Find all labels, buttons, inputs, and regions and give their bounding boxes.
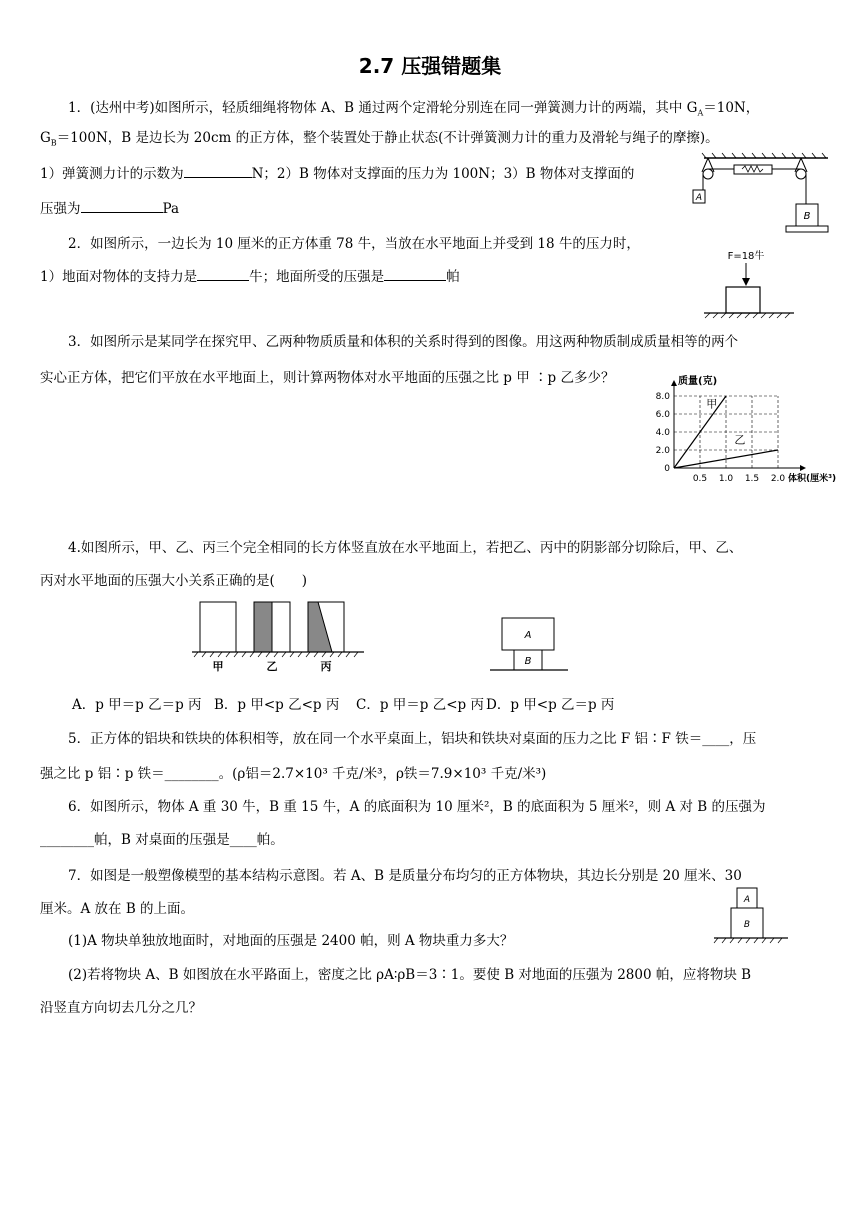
q1-line-4 (40, 197, 179, 217)
q1-text-end: ＝10N， (703, 100, 760, 116)
q7-fig-label-b: B (743, 920, 751, 930)
q1-line-2 (40, 126, 719, 148)
q7-line-5: 沿竖直方向切去几分之几？ (40, 1000, 202, 1016)
q4-line-2: 丙对水平地面的压强大小关系正确的是( ) (40, 573, 308, 589)
y-axis-arrow (671, 380, 677, 386)
q6-fig-label-a: A (524, 630, 532, 641)
q7-fig-label-a: A (743, 895, 751, 905)
q4-label-yi: 乙 (266, 660, 278, 673)
q5-line-1: 5．正方体的铝块和铁块的体积相等，放在同一个水平桌面上，铝块和铁块对桌面的压力之比 F 铝∶F 铁＝____，压 (68, 731, 757, 747)
q6-stacked-blocks-figure (488, 614, 570, 676)
q2-answer-blank-2[interactable] (384, 268, 446, 281)
page-title: 2.7 压强错题集 (358, 54, 502, 78)
q2-answer-blank-1[interactable] (197, 268, 249, 281)
q7-line-1: 7．如图是一般塑像模型的基本结构示意图。若 A、B 是质量分布均匀的正方体物块，其边长分别是 20 厘米、30 (68, 868, 742, 884)
q4-option-b[interactable]: B．p 甲<p 乙<p 丙 (214, 697, 340, 713)
q1-answer-blank-2[interactable] (81, 200, 163, 213)
y-tick-label: 4.0 (655, 428, 670, 438)
q4-three-blocks-figure (192, 598, 372, 678)
q1-sub-a: A (697, 108, 704, 118)
q1-answer-blank-1[interactable] (184, 165, 252, 178)
q4-option-a[interactable]: A．p 甲＝p 乙＝p 丙 (72, 697, 202, 713)
q1-sub-b: B (50, 138, 57, 148)
q1-unit: Pa (162, 201, 180, 217)
q5-line-2: 强之比 p 铝∶p 铁＝________。(ρ铝＝2.7×10³ 千克/米³，ρ铁＝7.9×10³ 千克/米³) (40, 766, 547, 782)
q1-gb: G (40, 130, 51, 146)
q1-text-2: ＝100N，B 是边长为 20cm 的正方体，整个装置处于静止状态(不计弹簧测力计的重力及滑轮与绳子的摩擦)。 (56, 130, 719, 146)
x-tick-label: 1.0 (718, 474, 734, 484)
x-axis-arrow (800, 465, 806, 471)
x-tick-label: 0.5 (692, 474, 708, 484)
q7-statue-figure (712, 886, 792, 948)
y-tick-label: 0 (664, 464, 670, 474)
y-axis-label: 质量(克) (678, 376, 718, 387)
series-label-jia: 甲 (706, 397, 718, 411)
q1-line-3 (40, 162, 634, 182)
q3-line-2: 实心正方体，把它们平放在水平地面上，则计算两物体对水平地面的压强之比 p 甲 ∶p 乙多少？ (40, 370, 615, 386)
q4-option-d[interactable]: D．p 甲<p 乙＝p 丙 (486, 697, 615, 713)
q1-part2: N；2）B 物体对支撑面的压力为 100N；3）B 物体对支撑面的 (251, 166, 635, 182)
q2-part1: 1）地面对物体的支持力是 (40, 269, 198, 285)
q2-unit: 帕 (446, 269, 460, 285)
y-tick-label: 2.0 (655, 446, 670, 456)
x-axis-label: 体积(厘米³) (788, 474, 837, 484)
q6-line-2: ________帕，B 对桌面的压强是____帕。 (40, 832, 284, 848)
y-tick-label: 6.0 (655, 410, 670, 420)
q4-label-jia: 甲 (212, 660, 224, 673)
q1-pulley-figure (688, 152, 838, 234)
q2-part2: 牛；地面所受的压强是 (249, 269, 385, 285)
q6-fig-label-b: B (524, 656, 532, 667)
q7-line-4: (2)若将物块 A、B 如图放在水平路面上，密度之比 ρA∶ρB＝3∶1。要使 B 对地面的压强为 2800 帕，应将物块 B (68, 967, 752, 983)
q2-cube-figure (702, 247, 802, 319)
q7-line-3: (1)A 物块单独放地面时，对地面的压强是 2400 帕，则 A 物块重力多大？ (68, 933, 514, 949)
y-tick-label: 8.0 (655, 392, 670, 402)
q3-mass-volume-chart (648, 362, 858, 492)
q1-part1: 1）弹簧测力计的示数为 (40, 166, 184, 182)
q4-option-c[interactable]: C．p 甲＝p 乙<p 丙 (356, 697, 484, 713)
q3-line-1: 3．如图所示是某同学在探究甲、乙两种物质质量和体积的关系时得到的图像。用这两种物质制成质量相等的两个 (68, 334, 739, 350)
q1-part3: 压强为 (40, 201, 81, 217)
q1-text: 1．(达州中考)如图所示，轻质细绳将物体 A、B 通过两个定滑轮分别连在同一弹簧测力计的两端，其中 G (68, 100, 698, 116)
q7-line-2: 厘米。A 放在 B 的上面。 (40, 901, 195, 917)
q2-line-1: 2．如图所示，一边长为 10 厘米的正方体重 78 牛，当放在水平地面上并受到 18 牛的压力时， (68, 236, 640, 252)
series-label-yi: 乙 (734, 433, 746, 447)
q1-line-1 (68, 96, 759, 118)
q1-fig-label-b: B (803, 211, 811, 222)
x-tick-label: 1.5 (744, 474, 760, 484)
q2-line-2 (40, 265, 460, 285)
q1-fig-label-a: A (695, 193, 703, 203)
q4-line-1: 4.如图所示，甲、乙、丙三个完全相同的长方体竖直放在水平地面上，若把乙、丙中的阴影部分切除后，甲、乙、 (68, 540, 743, 556)
q4-label-bing: 丙 (320, 660, 332, 673)
q6-line-1: 6．如图所示，物体 A 重 30 牛，B 重 15 牛，A 的底面积为 10 厘米²，B 的底面积为 5 厘米²，则 A 对 B 的压强为 (68, 799, 766, 815)
x-tick-label: 2.0 (770, 474, 786, 484)
q2-force-label: F=18牛 (727, 251, 765, 262)
